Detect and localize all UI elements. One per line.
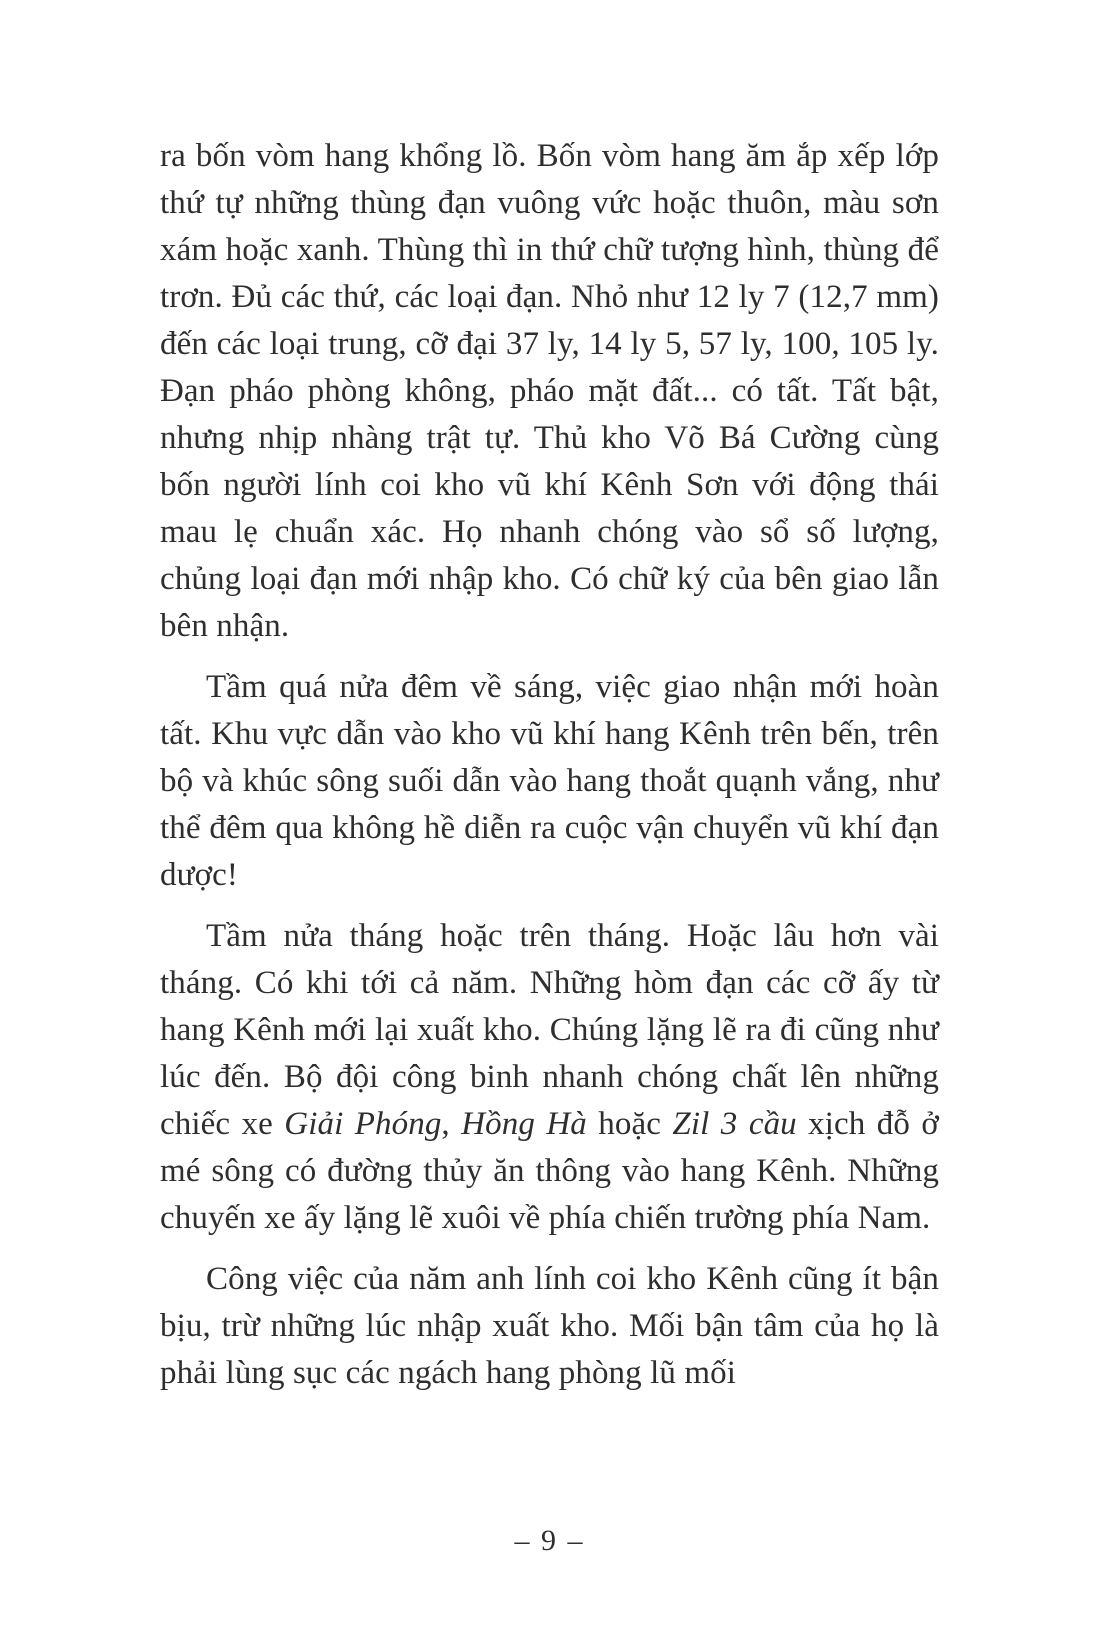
page-number: – 9 – [514,1524,585,1557]
page-footer [160,1524,939,1558]
paragraph [160,664,939,899]
text-run: Công việc của năm anh lính coi kho Kênh cũng ít bận bịu, trừ những lúc nhập xuất kho. Mối bận tâm của họ là phải lùng sục các ngách hang phòng lũ mối [160,1261,939,1391]
text-run: Tầm nửa tháng hoặc trên tháng. Hoặc lâu hơn vài tháng. Có khi tới cả năm. Những hòm đạn các cỡ ấy từ hang Kênh mới lại xuất kho. Chúng lặng lẽ ra đi cũng như lúc đến. Bộ đội công binh nhanh chóng chất lên những chiếc xe [160,918,939,1142]
text-run: xịch đỗ ở mé sông có đường thủy ăn thông vào hang Kênh. Những chuyến xe ấy lặng lẽ xuôi về phía chiến trường phía Nam. [160,1106,939,1236]
italic-text-run: Zil 3 cầu [672,1106,797,1142]
text-run: ra bốn vòm hang khổng lồ. Bốn vòm hang ăm ắp xếp lớp thứ tự những thùng đạn vuông vức hoặc thuôn, màu sơn xám hoặc xanh. Thùng thì in thứ chữ tượng hình, thùng để trơn. Đủ các thứ, các loại đạn. Nhỏ như 12 ly 7 (12,7 mm) đến các loại trung, cỡ đại 37 ly, 14 ly 5, 57 ly, 100, 105 ly. Đạn pháo phòng không, pháo mặt đất... có tất. Tất bật, nhưng nhịp nhàng trật tự. Thủ kho Võ Bá Cường cùng bốn người lính coi kho vũ khí Kênh Sơn với động thái mau lẹ chuẩn xác. Họ nhanh chóng vào sổ số lượng, chủng loại đạn mới nhập kho. Có chữ ký của bên giao lẫn bên nhận. [160,138,939,644]
text-run: Tầm quá nửa đêm về sáng, việc giao nhận mới hoàn tất. Khu vực dẫn vào kho vũ khí hang Kênh trên bến, trên bộ và khúc sông suối dẫn vào hang thoắt quạnh vắng, như thể đêm qua không hề diễn ra cuộc vận chuyển vũ khí đạn dược! [160,669,939,893]
paragraph [160,913,939,1242]
paragraph [160,133,939,650]
paragraph [160,1256,939,1397]
text-run: , [441,1106,462,1142]
italic-text-run: Giải Phóng [284,1106,442,1142]
page-body-text [160,133,939,1397]
text-run: hoặc [586,1106,673,1142]
italic-text-run: Hồng Hà [461,1106,587,1142]
